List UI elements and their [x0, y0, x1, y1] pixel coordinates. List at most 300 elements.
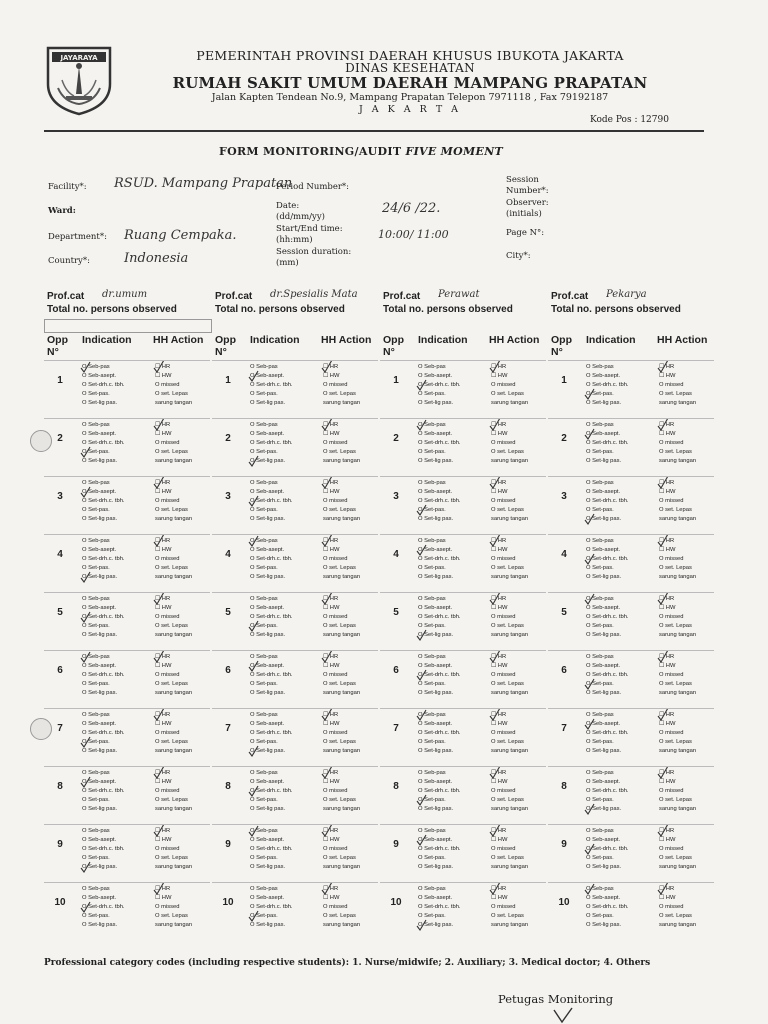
- hh-action-option[interactable]: ☐ HW: [155, 837, 172, 843]
- hh-action-option[interactable]: O missed: [491, 614, 516, 620]
- indication-option[interactable]: O Set-drh.c. tbh.: [418, 382, 461, 388]
- indication-options[interactable]: [586, 595, 629, 640]
- indication-option[interactable]: O Seb-pas: [250, 538, 278, 544]
- hh-action-option[interactable]: ☐ HR: [155, 422, 171, 428]
- hh-action-option[interactable]: O set. Lepas: [491, 449, 524, 455]
- hh-action-option[interactable]: sarung tangan: [323, 864, 361, 870]
- indication-options[interactable]: [250, 653, 293, 698]
- hh-action-option[interactable]: ☐ HW: [659, 547, 676, 553]
- hh-action-options[interactable]: [155, 769, 192, 814]
- hh-action-options[interactable]: [659, 653, 696, 698]
- indication-option[interactable]: O Set-drh.c. tbh.: [586, 788, 629, 794]
- hh-action-option[interactable]: sarung tangan: [323, 632, 361, 638]
- indication-options[interactable]: [250, 711, 293, 756]
- indication-option[interactable]: O Set-drh.c. tbh.: [418, 672, 461, 678]
- hh-action-options[interactable]: [155, 363, 192, 408]
- indication-options[interactable]: [250, 421, 293, 466]
- indication-option[interactable]: O Seb-asept.: [418, 605, 453, 611]
- hh-action-option[interactable]: ☐ HR: [155, 886, 171, 892]
- indication-option[interactable]: O Seb-pas: [250, 770, 278, 776]
- hh-action-option[interactable]: ☐ HW: [491, 721, 508, 727]
- indication-option[interactable]: O Set-drh.c. tbh.: [82, 556, 125, 562]
- hh-action-option[interactable]: ☐ HR: [491, 422, 507, 428]
- hh-action-options[interactable]: [659, 421, 696, 466]
- hh-action-option[interactable]: sarung tangan: [323, 690, 361, 696]
- hh-action-option[interactable]: O missed: [491, 672, 516, 678]
- indication-option[interactable]: O Set-drh.c. tbh.: [82, 730, 125, 736]
- indication-option[interactable]: O Seb-pas: [82, 770, 110, 776]
- hh-action-option[interactable]: sarung tangan: [659, 690, 697, 696]
- hh-action-option[interactable]: O missed: [491, 788, 516, 794]
- hh-action-option[interactable]: O missed: [659, 904, 684, 910]
- hh-action-option[interactable]: O set. Lepas: [155, 391, 188, 397]
- indication-option[interactable]: O Seb-pas: [250, 828, 278, 834]
- indication-options[interactable]: [418, 421, 461, 466]
- indication-option[interactable]: O Set-lig pas.: [586, 400, 622, 406]
- indication-option[interactable]: O Set-pas.: [586, 565, 614, 571]
- hh-action-option[interactable]: sarung tangan: [659, 922, 697, 928]
- hh-action-option[interactable]: sarung tangan: [155, 806, 193, 812]
- indication-option[interactable]: O Set-lig pas.: [82, 400, 118, 406]
- hh-action-option[interactable]: sarung tangan: [491, 806, 529, 812]
- indication-options[interactable]: [586, 537, 629, 582]
- indication-option[interactable]: O Set-lig pas.: [82, 458, 118, 464]
- indication-option[interactable]: O Set-lig pas.: [82, 574, 118, 580]
- hh-action-option[interactable]: ☐ HW: [659, 837, 676, 843]
- hh-action-option[interactable]: sarung tangan: [659, 574, 697, 580]
- hh-action-option[interactable]: ☐ HW: [323, 605, 340, 611]
- hh-action-options[interactable]: [491, 885, 528, 930]
- indication-option[interactable]: O Seb-pas: [82, 596, 110, 602]
- indication-option[interactable]: O Set-pas.: [586, 623, 614, 629]
- hh-action-option[interactable]: O set. Lepas: [491, 623, 524, 629]
- indication-option[interactable]: O Seb-asept.: [586, 431, 621, 437]
- hh-action-option[interactable]: sarung tangan: [491, 574, 529, 580]
- hh-action-option[interactable]: O set. Lepas: [155, 913, 188, 919]
- hh-action-option[interactable]: ☐ HR: [323, 538, 339, 544]
- indication-option[interactable]: O Set-lig pas.: [82, 922, 118, 928]
- hh-action-option[interactable]: O missed: [659, 672, 684, 678]
- indication-options[interactable]: [250, 769, 293, 814]
- hh-action-option[interactable]: ☐ HR: [659, 538, 675, 544]
- hh-action-options[interactable]: [155, 421, 192, 466]
- indication-option[interactable]: O Seb-pas: [586, 886, 614, 892]
- hh-action-option[interactable]: ☐ HR: [155, 480, 171, 486]
- indication-option[interactable]: O Seb-pas: [250, 712, 278, 718]
- indication-option[interactable]: O Set-pas.: [418, 739, 446, 745]
- hh-action-option[interactable]: O set. Lepas: [491, 507, 524, 513]
- hh-action-option[interactable]: ☐ HR: [323, 596, 339, 602]
- indication-option[interactable]: O Seb-asept.: [250, 431, 285, 437]
- indication-options[interactable]: [82, 711, 125, 756]
- indication-option[interactable]: O Set-lig pas.: [82, 748, 118, 754]
- hh-action-options[interactable]: [155, 711, 192, 756]
- indication-option[interactable]: O Seb-asept.: [418, 895, 453, 901]
- hh-action-option[interactable]: O set. Lepas: [659, 391, 692, 397]
- hh-action-options[interactable]: [323, 711, 360, 756]
- indication-option[interactable]: O Set-pas.: [82, 449, 110, 455]
- indication-option[interactable]: O Seb-asept.: [82, 431, 117, 437]
- indication-option[interactable]: O Set-drh.c. tbh.: [586, 904, 629, 910]
- indication-option[interactable]: O Set-lig pas.: [586, 458, 622, 464]
- hh-action-option[interactable]: ☐ HR: [323, 770, 339, 776]
- hh-action-options[interactable]: [659, 769, 696, 814]
- indication-option[interactable]: O Seb-asept.: [250, 547, 285, 553]
- indication-option[interactable]: O Seb-asept.: [418, 373, 453, 379]
- indication-option[interactable]: O Set-lig pas.: [82, 690, 118, 696]
- hh-action-option[interactable]: ☐ HW: [323, 489, 340, 495]
- indication-option[interactable]: O Set-drh.c. tbh.: [82, 440, 125, 446]
- hh-action-option[interactable]: ☐ HW: [323, 663, 340, 669]
- hh-action-option[interactable]: ☐ HR: [155, 364, 171, 370]
- indication-option[interactable]: O Set-lig pas.: [250, 516, 286, 522]
- facility-value[interactable]: RSUD. Mampang Prapatan: [114, 176, 293, 191]
- hh-action-options[interactable]: [491, 711, 528, 756]
- hh-action-options[interactable]: [491, 827, 528, 872]
- indication-option[interactable]: O Set-lig pas.: [418, 748, 454, 754]
- indication-option[interactable]: O Seb-pas: [418, 828, 446, 834]
- hh-action-option[interactable]: sarung tangan: [155, 516, 193, 522]
- hh-action-options[interactable]: [659, 363, 696, 408]
- indication-option[interactable]: O Set-pas.: [82, 681, 110, 687]
- indication-option[interactable]: O Seb-asept.: [250, 779, 285, 785]
- indication-options[interactable]: [82, 885, 125, 930]
- hh-action-option[interactable]: ☐ HR: [491, 886, 507, 892]
- indication-option[interactable]: O Seb-pas: [82, 538, 110, 544]
- indication-options[interactable]: [418, 769, 461, 814]
- hh-action-option[interactable]: ☐ HR: [155, 654, 171, 660]
- indication-option[interactable]: O Seb-pas: [250, 654, 278, 660]
- hh-action-option[interactable]: O set. Lepas: [323, 449, 356, 455]
- hh-action-option[interactable]: O missed: [491, 498, 516, 504]
- indication-option[interactable]: O Set-pas.: [82, 739, 110, 745]
- hh-action-option[interactable]: O missed: [491, 730, 516, 736]
- indication-options[interactable]: [250, 537, 293, 582]
- indication-option[interactable]: O Set-lig pas.: [586, 690, 622, 696]
- hh-action-option[interactable]: ☐ HW: [659, 895, 676, 901]
- hh-action-option[interactable]: sarung tangan: [491, 516, 529, 522]
- hh-action-option[interactable]: O missed: [155, 498, 180, 504]
- hh-action-option[interactable]: ☐ HR: [659, 480, 675, 486]
- hh-action-option[interactable]: sarung tangan: [155, 690, 193, 696]
- hh-action-options[interactable]: [491, 595, 528, 640]
- indication-options[interactable]: [82, 595, 125, 640]
- indication-option[interactable]: O Set-drh.c. tbh.: [586, 672, 629, 678]
- hh-action-option[interactable]: sarung tangan: [659, 516, 697, 522]
- hh-action-options[interactable]: [323, 421, 360, 466]
- indication-options[interactable]: [418, 595, 461, 640]
- hh-action-option[interactable]: ☐ HR: [659, 828, 675, 834]
- hh-action-option[interactable]: O set. Lepas: [323, 565, 356, 571]
- indication-option[interactable]: O Set-lig pas.: [250, 400, 286, 406]
- hh-action-option[interactable]: O set. Lepas: [323, 507, 356, 513]
- indication-option[interactable]: O Set-lig pas.: [250, 690, 286, 696]
- indication-option[interactable]: O Set-lig pas.: [586, 864, 622, 870]
- hh-action-option[interactable]: ☐ HW: [155, 489, 172, 495]
- indication-option[interactable]: O Seb-asept.: [82, 663, 117, 669]
- hh-action-options[interactable]: [323, 769, 360, 814]
- hh-action-option[interactable]: ☐ HR: [323, 828, 339, 834]
- department-value[interactable]: Ruang Cempaka.: [124, 228, 237, 243]
- hh-action-options[interactable]: [323, 653, 360, 698]
- hh-action-option[interactable]: O missed: [155, 788, 180, 794]
- indication-option[interactable]: O Seb-asept.: [82, 779, 117, 785]
- hh-action-option[interactable]: sarung tangan: [155, 458, 193, 464]
- hh-action-option[interactable]: O set. Lepas: [659, 739, 692, 745]
- hh-action-option[interactable]: O set. Lepas: [155, 623, 188, 629]
- indication-option[interactable]: O Seb-asept.: [418, 489, 453, 495]
- hh-action-option[interactable]: ☐ HR: [659, 886, 675, 892]
- hh-action-option[interactable]: ☐ HW: [155, 721, 172, 727]
- indication-option[interactable]: O Seb-pas: [250, 364, 278, 370]
- hh-action-option[interactable]: O set. Lepas: [155, 507, 188, 513]
- indication-options[interactable]: [418, 711, 461, 756]
- indication-option[interactable]: O Set-lig pas.: [418, 516, 454, 522]
- indication-option[interactable]: O Set-drh.c. tbh.: [250, 498, 293, 504]
- hh-action-option[interactable]: O set. Lepas: [491, 739, 524, 745]
- indication-option[interactable]: O Seb-asept.: [418, 721, 453, 727]
- hh-action-option[interactable]: ☐ HR: [155, 596, 171, 602]
- hh-action-options[interactable]: [323, 595, 360, 640]
- indication-option[interactable]: O Set-lig pas.: [250, 632, 286, 638]
- indication-option[interactable]: O Seb-pas: [82, 422, 110, 428]
- indication-option[interactable]: O Set-lig pas.: [250, 574, 286, 580]
- hh-action-option[interactable]: ☐ HW: [155, 663, 172, 669]
- hh-action-option[interactable]: ☐ HR: [659, 770, 675, 776]
- indication-option[interactable]: O Seb-pas: [418, 596, 446, 602]
- hh-action-option[interactable]: O missed: [155, 382, 180, 388]
- indication-option[interactable]: O Seb-asept.: [586, 721, 621, 727]
- indication-options[interactable]: [250, 827, 293, 872]
- indication-option[interactable]: O Set-pas.: [82, 855, 110, 861]
- hh-action-option[interactable]: O missed: [659, 614, 684, 620]
- indication-option[interactable]: O Set-pas.: [250, 855, 278, 861]
- indication-option[interactable]: O Seb-asept.: [586, 605, 621, 611]
- hh-action-option[interactable]: O missed: [659, 788, 684, 794]
- hh-action-option[interactable]: O missed: [155, 730, 180, 736]
- indication-option[interactable]: O Set-pas.: [586, 739, 614, 745]
- hh-action-option[interactable]: ☐ HW: [323, 779, 340, 785]
- hh-action-option[interactable]: ☐ HR: [323, 712, 339, 718]
- hh-action-option[interactable]: sarung tangan: [323, 458, 361, 464]
- hh-action-option[interactable]: O missed: [323, 730, 348, 736]
- total-persons-input[interactable]: [44, 319, 212, 333]
- indication-option[interactable]: O Set-lig pas.: [250, 922, 286, 928]
- hh-action-option[interactable]: ☐ HW: [155, 895, 172, 901]
- hh-action-option[interactable]: ☐ HR: [491, 654, 507, 660]
- hh-action-option[interactable]: sarung tangan: [659, 400, 697, 406]
- hh-action-option[interactable]: sarung tangan: [155, 748, 193, 754]
- indication-option[interactable]: O Seb-pas: [586, 538, 614, 544]
- hh-action-option[interactable]: ☐ HR: [323, 480, 339, 486]
- indication-option[interactable]: O Set-lig pas.: [82, 864, 118, 870]
- hh-action-option[interactable]: sarung tangan: [323, 574, 361, 580]
- hh-action-option[interactable]: O set. Lepas: [323, 797, 356, 803]
- indication-option[interactable]: O Seb-pas: [586, 770, 614, 776]
- indication-option[interactable]: O Set-drh.c. tbh.: [250, 672, 293, 678]
- indication-option[interactable]: O Set-drh.c. tbh.: [586, 730, 629, 736]
- indication-option[interactable]: O Seb-pas: [82, 364, 110, 370]
- indication-options[interactable]: [82, 827, 125, 872]
- indication-option[interactable]: O Set-drh.c. tbh.: [418, 614, 461, 620]
- hh-action-options[interactable]: [323, 363, 360, 408]
- indication-option[interactable]: O Set-pas.: [418, 565, 446, 571]
- hh-action-options[interactable]: [659, 711, 696, 756]
- indication-option[interactable]: O Seb-asept.: [82, 837, 117, 843]
- hh-action-option[interactable]: O set. Lepas: [323, 739, 356, 745]
- hh-action-option[interactable]: sarung tangan: [323, 748, 361, 754]
- indication-option[interactable]: O Seb-pas: [586, 596, 614, 602]
- hh-action-option[interactable]: O missed: [155, 614, 180, 620]
- indication-option[interactable]: O Seb-pas: [82, 712, 110, 718]
- indication-option[interactable]: O Set-lig pas.: [418, 806, 454, 812]
- indication-option[interactable]: O Set-lig pas.: [82, 516, 118, 522]
- hh-action-options[interactable]: [323, 479, 360, 524]
- prof-cat-value[interactable]: Perawat: [438, 289, 480, 300]
- indication-option[interactable]: O Set-drh.c. tbh.: [586, 382, 629, 388]
- hh-action-options[interactable]: [659, 827, 696, 872]
- indication-option[interactable]: O Set-pas.: [418, 855, 446, 861]
- hh-action-option[interactable]: sarung tangan: [659, 632, 697, 638]
- hh-action-option[interactable]: ☐ HW: [491, 489, 508, 495]
- indication-option[interactable]: O Seb-asept.: [250, 837, 285, 843]
- prof-cat-value[interactable]: dr.umum: [102, 289, 148, 300]
- hh-action-option[interactable]: O set. Lepas: [659, 913, 692, 919]
- hh-action-option[interactable]: O missed: [323, 498, 348, 504]
- indication-option[interactable]: O Set-drh.c. tbh.: [250, 730, 293, 736]
- indication-option[interactable]: O Seb-pas: [82, 828, 110, 834]
- hh-action-option[interactable]: ☐ HR: [659, 422, 675, 428]
- hh-action-option[interactable]: ☐ HR: [323, 364, 339, 370]
- hh-action-options[interactable]: [155, 595, 192, 640]
- hh-action-option[interactable]: O missed: [155, 556, 180, 562]
- indication-options[interactable]: [586, 769, 629, 814]
- indication-option[interactable]: O Set-pas.: [586, 855, 614, 861]
- indication-options[interactable]: [82, 769, 125, 814]
- hh-action-options[interactable]: [491, 479, 528, 524]
- indication-option[interactable]: O Seb-pas: [250, 480, 278, 486]
- hh-action-options[interactable]: [323, 537, 360, 582]
- indication-option[interactable]: O Set-lig pas.: [250, 748, 286, 754]
- hh-action-option[interactable]: O set. Lepas: [491, 913, 524, 919]
- indication-option[interactable]: O Set-pas.: [82, 391, 110, 397]
- indication-option[interactable]: O Seb-pas: [250, 886, 278, 892]
- hh-action-option[interactable]: ☐ HW: [323, 895, 340, 901]
- hh-action-option[interactable]: O missed: [491, 904, 516, 910]
- indication-option[interactable]: O Set-pas.: [586, 797, 614, 803]
- indication-options[interactable]: [82, 479, 125, 524]
- indication-option[interactable]: O Set-drh.c. tbh.: [586, 614, 629, 620]
- indication-options[interactable]: [586, 421, 629, 466]
- indication-option[interactable]: O Set-drh.c. tbh.: [250, 846, 293, 852]
- hh-action-option[interactable]: O missed: [659, 440, 684, 446]
- hh-action-option[interactable]: sarung tangan: [659, 864, 697, 870]
- hh-action-option[interactable]: sarung tangan: [491, 458, 529, 464]
- hh-action-option[interactable]: O set. Lepas: [659, 797, 692, 803]
- indication-option[interactable]: O Set-pas.: [418, 449, 446, 455]
- hh-action-option[interactable]: O missed: [155, 672, 180, 678]
- country-value[interactable]: Indonesia: [124, 251, 189, 266]
- hh-action-options[interactable]: [491, 363, 528, 408]
- hh-action-option[interactable]: ☐ HW: [323, 431, 340, 437]
- indication-option[interactable]: O Set-drh.c. tbh.: [586, 846, 629, 852]
- indication-option[interactable]: O Seb-asept.: [82, 721, 117, 727]
- hh-action-option[interactable]: sarung tangan: [155, 574, 193, 580]
- hh-action-option[interactable]: sarung tangan: [659, 806, 697, 812]
- hh-action-option[interactable]: O set. Lepas: [659, 449, 692, 455]
- indication-option[interactable]: O Set-lig pas.: [418, 400, 454, 406]
- hh-action-option[interactable]: O missed: [491, 846, 516, 852]
- hh-action-option[interactable]: O missed: [155, 846, 180, 852]
- indication-option[interactable]: O Set-drh.c. tbh.: [418, 440, 461, 446]
- hh-action-option[interactable]: sarung tangan: [323, 400, 361, 406]
- indication-option[interactable]: O Set-pas.: [250, 391, 278, 397]
- hh-action-option[interactable]: O missed: [659, 498, 684, 504]
- hh-action-options[interactable]: [155, 537, 192, 582]
- hh-action-option[interactable]: sarung tangan: [155, 864, 193, 870]
- hh-action-options[interactable]: [491, 769, 528, 814]
- hh-action-option[interactable]: O set. Lepas: [491, 797, 524, 803]
- hh-action-options[interactable]: [155, 827, 192, 872]
- hh-action-option[interactable]: O set. Lepas: [659, 855, 692, 861]
- hh-action-option[interactable]: sarung tangan: [491, 690, 529, 696]
- hh-action-option[interactable]: O set. Lepas: [659, 565, 692, 571]
- hh-action-options[interactable]: [155, 653, 192, 698]
- hh-action-option[interactable]: ☐ HR: [155, 828, 171, 834]
- indication-options[interactable]: [418, 827, 461, 872]
- hh-action-option[interactable]: ☐ HW: [659, 779, 676, 785]
- indication-option[interactable]: O Seb-pas: [586, 364, 614, 370]
- indication-option[interactable]: O Set-lig pas.: [250, 806, 286, 812]
- hh-action-option[interactable]: O set. Lepas: [491, 681, 524, 687]
- indication-options[interactable]: [250, 885, 293, 930]
- hh-action-option[interactable]: sarung tangan: [491, 748, 529, 754]
- hh-action-option[interactable]: sarung tangan: [323, 516, 361, 522]
- hh-action-option[interactable]: ☐ HW: [155, 547, 172, 553]
- indication-options[interactable]: [586, 653, 629, 698]
- indication-option[interactable]: O Seb-asept.: [82, 547, 117, 553]
- hh-action-option[interactable]: ☐ HR: [491, 596, 507, 602]
- indication-option[interactable]: O Seb-asept.: [586, 779, 621, 785]
- indication-option[interactable]: O Set-drh.c. tbh.: [586, 440, 629, 446]
- hh-action-option[interactable]: sarung tangan: [491, 400, 529, 406]
- indication-options[interactable]: [418, 479, 461, 524]
- indication-option[interactable]: O Seb-asept.: [586, 489, 621, 495]
- indication-option[interactable]: O Set-drh.c. tbh.: [418, 846, 461, 852]
- hh-action-option[interactable]: O set. Lepas: [323, 913, 356, 919]
- hh-action-option[interactable]: ☐ HW: [323, 373, 340, 379]
- hh-action-option[interactable]: O missed: [323, 556, 348, 562]
- indication-option[interactable]: O Seb-asept.: [250, 895, 285, 901]
- indication-option[interactable]: O Set-pas.: [82, 913, 110, 919]
- indication-option[interactable]: O Seb-pas: [250, 596, 278, 602]
- indication-option[interactable]: O Set-pas.: [418, 507, 446, 513]
- hh-action-option[interactable]: ☐ HR: [659, 364, 675, 370]
- hh-action-option[interactable]: ☐ HW: [155, 779, 172, 785]
- hh-action-option[interactable]: ☐ HR: [155, 538, 171, 544]
- hh-action-options[interactable]: [659, 885, 696, 930]
- hh-action-option[interactable]: ☐ HW: [323, 547, 340, 553]
- indication-option[interactable]: O Set-pas.: [82, 623, 110, 629]
- indication-option[interactable]: O Set-drh.c. tbh.: [82, 614, 125, 620]
- indication-option[interactable]: O Set-pas.: [250, 507, 278, 513]
- hh-action-option[interactable]: O missed: [323, 672, 348, 678]
- indication-option[interactable]: O Set-pas.: [250, 449, 278, 455]
- indication-option[interactable]: O Set-lig pas.: [586, 922, 622, 928]
- indication-option[interactable]: O Set-pas.: [82, 565, 110, 571]
- hh-action-option[interactable]: O missed: [491, 556, 516, 562]
- indication-option[interactable]: O Set-lig pas.: [418, 864, 454, 870]
